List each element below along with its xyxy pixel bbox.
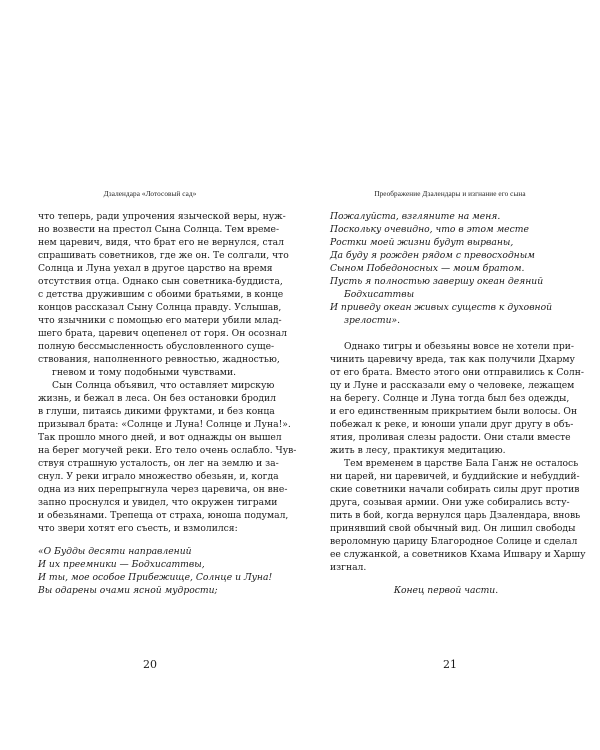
verse-line: зрелости». (344, 315, 401, 326)
text-line: но возвести на престол Сына Солнца. Тем време- (38, 224, 280, 235)
left-running-header: Дзалендара «Лотосовый сад» (103, 190, 197, 198)
text-line: Однако тигры и обезьяны вовсе не хотели при- (344, 341, 575, 352)
text-line: ствуя страшную усталость, он лег на землю и за- (38, 458, 279, 469)
left-paragraph-1 (38, 210, 289, 379)
right-paragraph-1 (330, 340, 584, 457)
text-line: ствования, наполненного ревностью, жадностью, (38, 354, 280, 365)
left-verse (38, 545, 273, 597)
text-line: запно проснулся и увидел, что окружен тиграми (38, 497, 278, 508)
text-line: Солнца и Луна уехал в другое царство на время (38, 263, 273, 274)
text-line: одна из них перепрыгнула через царевича, он вне- (38, 484, 288, 495)
text-line: цу и Луне и рассказали ему о человеке, лежащем (330, 380, 575, 391)
text-line: друга, созывая армии. Они уже собирались всту- (330, 497, 570, 508)
text-line: чинить царевичу вреда, так как получили Дхарму (330, 354, 575, 365)
text-line: что язычники с помощью его матери убили млад- (38, 315, 282, 326)
verse-line: И их преемники — Бодхисаттвы, (38, 559, 205, 570)
verse-line: Да буду я рожден рядом с превосходным (330, 250, 535, 261)
text-line: с детства дружившим с обоими братьями, в конце (38, 289, 284, 300)
text-line: жить в лесу, практикуя медитацию. (330, 445, 506, 456)
text-line: нем царевич, видя, что брат его не вернулся, стал (38, 237, 284, 248)
right-page-number: 21 (443, 658, 457, 671)
end-of-part-line: Конец первой части. (393, 585, 499, 596)
text-line: побежал к реке, и юноши упали друг другу в объ- (330, 419, 574, 430)
text-line: вероломную царицу Благородное Солице и сделал (330, 536, 578, 547)
left-paragraph-2 (38, 379, 297, 535)
text-line: и его единственным прикрытием были волосы. Он (330, 406, 578, 417)
verse-line: Пусть я полностью завершу океан деяний (330, 276, 544, 287)
verse-line: Ростки моей жизни будут вырваны, (330, 237, 514, 248)
text-line: в глуши, питаясь дикими фруктами, и без конца (38, 406, 275, 417)
text-line: отсутствия отца. Однако сын советника-буддиста, (38, 276, 283, 287)
verse-line: И ты, мое особое Прибежище, Солнце и Луна! (38, 572, 273, 583)
text-line: ни царей, ни царевичей, и буддийские и небуддий- (330, 471, 580, 482)
text-line: на берег могучей реки. Его тело очень ослабло. Чув- (38, 445, 297, 456)
text-line: ее служанкой, а советников Кхама Ишвару и Харшу (330, 549, 586, 560)
verse-line: Вы одарены очами ясной мудрости; (38, 585, 218, 596)
text-line: ские советники начали собирать силы друг против (330, 484, 580, 495)
text-line: Тем временем в царстве Бала Ганж не осталось (344, 458, 579, 469)
text-line: пить в бой, когда вернулся царь Дзалендара, вновь (330, 510, 581, 521)
text-line: изгнал. (330, 562, 367, 573)
text-line: принявший свой обычный вид. Он лишил свободы (330, 523, 576, 534)
right-paragraph-2 (330, 457, 586, 574)
text-line: концов рассказал Сыну Солнца правду. Услышав, (38, 302, 282, 313)
text-line: Так прошло много дней, и вот однажды он вышел (38, 432, 282, 443)
verse-line: И приведу океан живых существ к духовной (330, 302, 553, 313)
text-line: на берегу. Солнце и Луна тогда был без одежды, (330, 393, 570, 404)
right-body-text (330, 210, 586, 597)
text-line: шего брата, царевич оцепенел от горя. Он осознал (38, 328, 287, 339)
text-line: ятия, проливая слезы радости. Они стали вместе (330, 432, 571, 443)
right-running-header: Преображение Дзалендары и изгнание его сына (374, 190, 526, 198)
left-page-number: 20 (143, 658, 157, 671)
text-line: снул. У реки играло множество обезьян, и, когда (38, 471, 279, 482)
verse-line: Пожалуйста, взгляните на меня. (330, 211, 501, 222)
text-line: призывал брата: «Солнце и Луна! Солнце и Луна!». (38, 419, 291, 430)
verse-line: Сыном Победоносных — моим братом. (330, 263, 525, 274)
text-line: от его брата. Вместо этого они отправились к Солн- (330, 367, 584, 378)
text-line: жизнь, и бежал в леса. Он без остановки бродил (38, 393, 276, 404)
text-line: что теперь, ради упрочения языческой веры, нуж- (38, 211, 286, 222)
verse-line: Поскольку очевидно, что в этом месте (330, 224, 529, 235)
text-line: и обезьянами. Трепеща от страха, юноша подумал, (38, 510, 289, 521)
text-line: гневом и тому подобными чувствами. (52, 367, 236, 378)
text-line: что звери хотят его съесть, и взмолился: (38, 523, 238, 534)
text-line: спрашивать советников, где же он. Те солгали, что (38, 250, 289, 261)
text-line: полную бессмысленность обусловленного суще- (38, 341, 275, 352)
left-body-text (38, 210, 297, 597)
right-verse (330, 210, 562, 327)
verse-line: Бодхисаттвы (344, 289, 415, 300)
text-line: Сын Солнца объявил, что оставляет мирскую (52, 380, 275, 391)
verse-line: «О Будды десяти направлений (38, 546, 192, 557)
